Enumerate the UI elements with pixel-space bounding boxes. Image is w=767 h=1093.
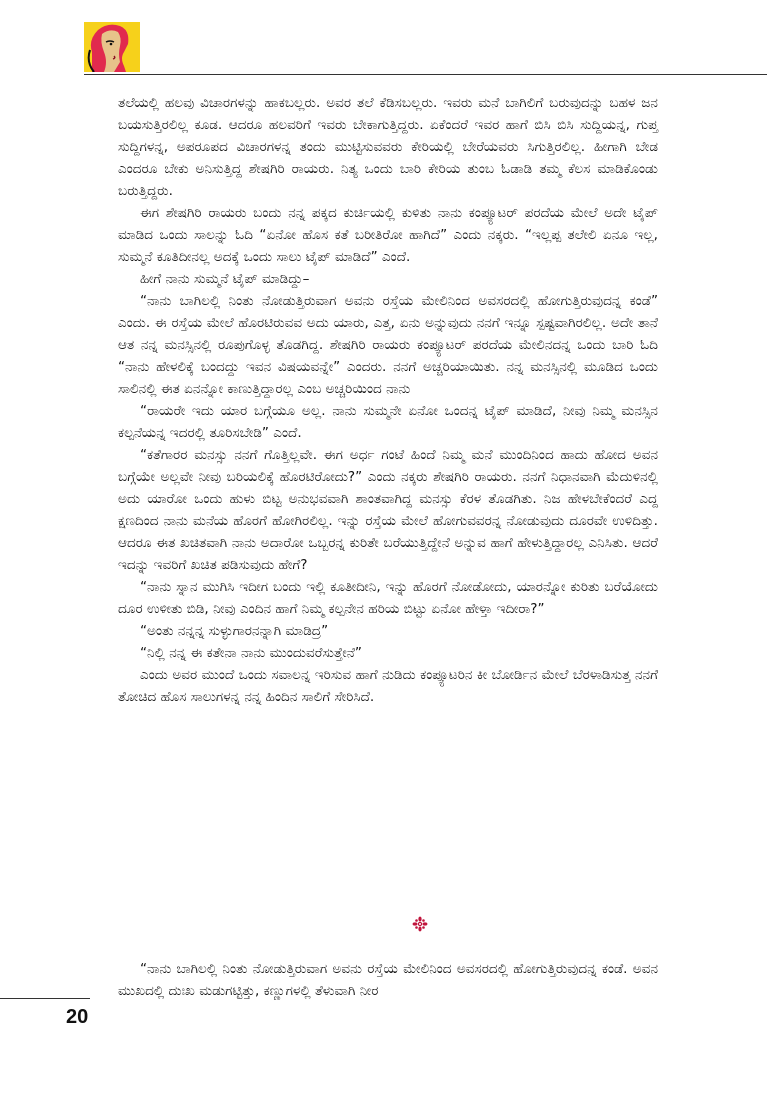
paragraph: “ನಾನು ಬಾಗಿಲಲ್ಲಿ ನಿಂತು ನೋಡುತ್ತಿರುವಾಗ ಅವನು ರಸ್ತೆಯ ಮೇಲಿನಿಂದ ಅವಸರದಲ್ಲಿ ಹೋಗುತ್ತಿರುವುದನ್ನ ಕಂಡೆ” ಎಂದು. ಈ ರಸ್ತೆಯ ಮೇಲೆ ಹೊರಟಿರುವವ ಅದು ಯಾರು, ಎತ್ತ, ಏನು ಅನ್ನುವುದು ನನಗೆ ಇನ್ನೂ ಸ್ಪಷ್ಟವಾಗಿರಲಿಲ್ಲ. ಅದೇ ತಾನೆ ಆತ ನನ್ನ ಮನಸ್ಸಿನಲ್ಲಿ ರೂಪುಗೊಳ್ಳ ತೊಡಗಿದ್ದ. ಶೇಷಗಿರಿ ರಾಯರು ಕಂಪ್ಯೂಟರ್ ಪರದೆಯ ಮೇಲಿನದನ್ನ ಒಂದು ಬಾರಿ ಓದಿ “ನಾನು ಹೇಳಲಿಕ್ಕೆ ಬಂದದ್ದು ಇವನ ವಿಷಯವನ್ನೇ” ಎಂದರು. ನನಗೆ ಅಚ್ಚರಿಯಾಯಿತು. ನನ್ನ ಮನಸ್ಸಿನಲ್ಲಿ ಮೂಡಿದ ಒಂದು ಸಾಲಿನಲ್ಲಿ ಈತ ಏನನ್ನೋ ಕಾಣುತ್ತಿದ್ದಾರಲ್ಲ ಎಂಬ ಅಚ್ಚರಿಯಿಂದ ನಾನು: [118, 293, 658, 397]
page-number: 20: [66, 1006, 89, 1028]
story-text-continued: [118, 958, 658, 1002]
paragraph: ತಲೆಯಲ್ಲಿ ಹಲವು ವಿಚಾರಗಳನ್ನು ಹಾಕಬಲ್ಲರು. ಅವರ ತಲೆ ಕೆಡಿಸಬಲ್ಲರು. ಇವರು ಮನೆ ಬಾಗಿಲಿಗೆ ಬರುವುದನ್ನು ಬಹಳ ಜನ ಬಯಸುತ್ತಿರಲಿಲ್ಲ ಕೂಡ. ಆದರೂ ಹಲವರಿಗೆ ಇವರು ಬೇಕಾಗುತ್ತಿದ್ದರು. ಏಕೆಂದರೆ ಇವರ ಹಾಗೆ ಬಿಸಿ ಬಿಸಿ ಸುದ್ದಿಯನ್ನ, ಗುಪ್ತ ಸುದ್ದಿಗಳನ್ನ, ಅಪರೂಪದ ವಿಚಾರಗಳನ್ನ ತಂದು ಮುಟ್ಟಿಸುವವರು ಕೇರಿಯಲ್ಲಿ ಬೇರೆಯವರು ಸಿಗುತ್ತಿರಲಿಲ್ಲ. ಹೀಗಾಗಿ ಬೇಡ ಎಂದರೂ ಬೇಕು ಅನಿಸುತ್ತಿದ್ದ ಶೇಷಗಿರಿ ರಾಯರು. ನಿತ್ಯ ಒಂದು ಬಾರಿ ಕೇರಿಯ ತುಂಬ ಓಡಾಡಿ ತಮ್ಮ ಕೆಲಸ ಮಾಡಿಕೊಂಡು ಬರುತ್ತಿದ್ದರು.: [118, 95, 658, 199]
ornament-flower-icon: [412, 916, 428, 932]
paragraph: “ಅಂತು ನನ್ನನ್ನ ಸುಳ್ಳುಗಾರನನ್ನಾಗಿ ಮಾಡಿದ್ರ”: [140, 623, 329, 639]
face-profile-logo-icon: [84, 22, 140, 72]
paragraph: “ನಾನು ಬಾಗಿಲಲ್ಲಿ ನಿಂತು ನೋಡುತ್ತಿರುವಾಗ ಅವನು ರಸ್ತೆಯ ಮೇಲಿನಿಂದ ಅವಸರದಲ್ಲಿ ಹೋಗುತ್ತಿರುವುದನ್ನ ಕಂಡೆ. ಅವನ ಮುಖದಲ್ಲಿ ದುಃಖ ಮಡುಗಟ್ಟಿತ್ತು, ಕಣ್ಣುಗಳಲ್ಲಿ ತೆಳುವಾಗಿ ನೀರ: [118, 961, 658, 999]
footer-divider: [0, 998, 90, 999]
paragraph: ಈಗ ಶೇಷಗಿರಿ ರಾಯರು ಬಂದು ನನ್ನ ಪಕ್ಕದ ಕುರ್ಚಿಯಲ್ಲಿ ಕುಳಿತು ನಾನು ಕಂಪ್ಯೂಟರ್ ಪರದೆಯ ಮೇಲೆ ಅದೇ ಟೈಪ್ ಮಾಡಿದ ಒಂದು ಸಾಲನ್ನು ಓದಿ “ಏನೋ ಹೊಸ ಕತೆ ಬರೀತಿರೋ ಹಾಗಿದೆ” ಎಂದು ನಕ್ಕರು. “ಇಲ್ಲಪ್ಪ ತಲೇಲಿ ಏನೂ ಇಲ್ಲ, ಸುಮ್ಮನೆ ಕೂತಿದೀನಲ್ಲ ಅದಕ್ಕೆ ಒಂದು ಸಾಲು ಟೈಪ್ ಮಾಡಿದೆ” ಎಂದೆ.: [118, 205, 658, 265]
paragraph: “ಕತೆಗಾರರ ಮನಸ್ಸು ನನಗೆ ಗೊತ್ತಿಲ್ಲವೇ. ಈಗ ಅರ್ಧ ಗಂಟೆ ಹಿಂದೆ ನಿಮ್ಮ ಮನೆ ಮುಂದಿನಿಂದ ಹಾದು ಹೋದ ಅವನ ಬಗ್ಗೆಯೇ ಅಲ್ಲವೇ ನೀವು ಬರಿಯಲಿಕ್ಕೆ ಹೊರಟಿರೋದು?” ಎಂದು ನಕ್ಕರು ಶೇಷಗಿರಿ ರಾಯರು. ನನಗೆ ನಿಧಾನವಾಗಿ ಮೆದುಳಿನಲ್ಲಿ ಅದು ಯಾರೋ ಒಂದು ಹುಳು ಬಿಟ್ಟ ಅನುಭವವಾಗಿ ಶಾಂತವಾಗಿದ್ದ ಮನಸ್ಸು ಕೆರಳ ತೊಡಗಿತು. ನಿಜ ಹೇಳಬೇಕೆಂದರೆ ಎದ್ದ ಕ್ಷಣದಿಂದ ನಾನು ಮನೆಯ ಹೊರಗೆ ಹೋಗಿರಲಿಲ್ಲ. ಇನ್ನು ರಸ್ತೆಯ ಮೇಲೆ ಹೋಗುವವರನ್ನ ನೋಡುವುದು ದೂರವೇ ಉಳಿದಿತ್ತು. ಆದರೂ ಈತ ಖಚಿತವಾಗಿ ನಾನು ಅದಾರೋ ಒಬ್ಬರನ್ನ ಕುರಿತೇ ಬರೆಯುತ್ತಿದ್ದೇನೆ ಅನ್ನುವ ಹಾಗೆ ಹೇಳುತ್ತಿದ್ದಾರಲ್ಲ ಎನಿಸಿತು. ಆದರೆ ಇದನ್ನು ಇವರಿಗೆ ಖಚಿತ ಪಡಿಸುವುದು ಹೇಗೆ?: [118, 447, 658, 573]
paragraph: “ನಿಲ್ಲಿ ನನ್ನ ಈ ಕತೇನಾ ನಾನು ಮುಂದುವರೆಸುತ್ತೇನೆ”: [140, 645, 362, 661]
paragraph: “ರಾಯರೇ ಇದು ಯಾರ ಬಗ್ಗೆಯೂ ಅಲ್ಲ. ನಾನು ಸುಮ್ಮನೇ ಏನೋ ಒಂದನ್ನ ಟೈಪ್ ಮಾಡಿದೆ, ನೀವು ನಿಮ್ಮ ಮನಸ್ಸಿನ ಕಲ್ಪನೆಯನ್ನ ಇದರಲ್ಲಿ ತೂರಿಸಬೇಡಿ” ಎಂದೆ.: [118, 403, 658, 441]
header-divider: [84, 74, 767, 75]
paragraph: ಎಂದು ಅವರ ಮುಂದೆ ಒಂದು ಸವಾಲನ್ನ ಇರಿಸುವ ಹಾಗೆ ನುಡಿದು ಕಂಪ್ಯೂಟರಿನ ಕೀ ಬೋರ್ಡಿನ ಮೇಲೆ ಬೆರಳಾಡಿಸುತ್ತ ನನಗೆ ತೋಚಿದ ಹೊಸ ಸಾಲುಗಳನ್ನ ನನ್ನ ಹಿಂದಿನ ಸಾಲಿಗೆ ಸೇರಿಸಿದೆ.: [118, 667, 658, 705]
story-text-column: [118, 92, 658, 708]
paragraph: ಹೀಗೆ ನಾನು ಸುಮ್ಮನೆ ಟೈಪ್ ಮಾಡಿದ್ದು–: [140, 271, 310, 287]
paragraph: “ನಾನು ಸ್ನಾನ ಮುಗಿಸಿ ಇದೀಗ ಬಂದು ಇಲ್ಲಿ ಕೂತೀದೀನಿ, ಇನ್ನು ಹೊರಗೆ ನೋಡೋದು, ಯಾರನ್ನೋ ಕುರಿತು ಬರೆಯೋದು ದೂರ ಉಳೀತು ಬಿಡಿ, ನೀವು ಎಂದಿನ ಹಾಗೆ ನಿಮ್ಮ ಕಲ್ಪನೇನ ಹರಿಯ ಬಿಟ್ಟು ಏನೋ ಹೇಳ್ತಾ ಇದೀರಾ?”: [118, 579, 658, 617]
